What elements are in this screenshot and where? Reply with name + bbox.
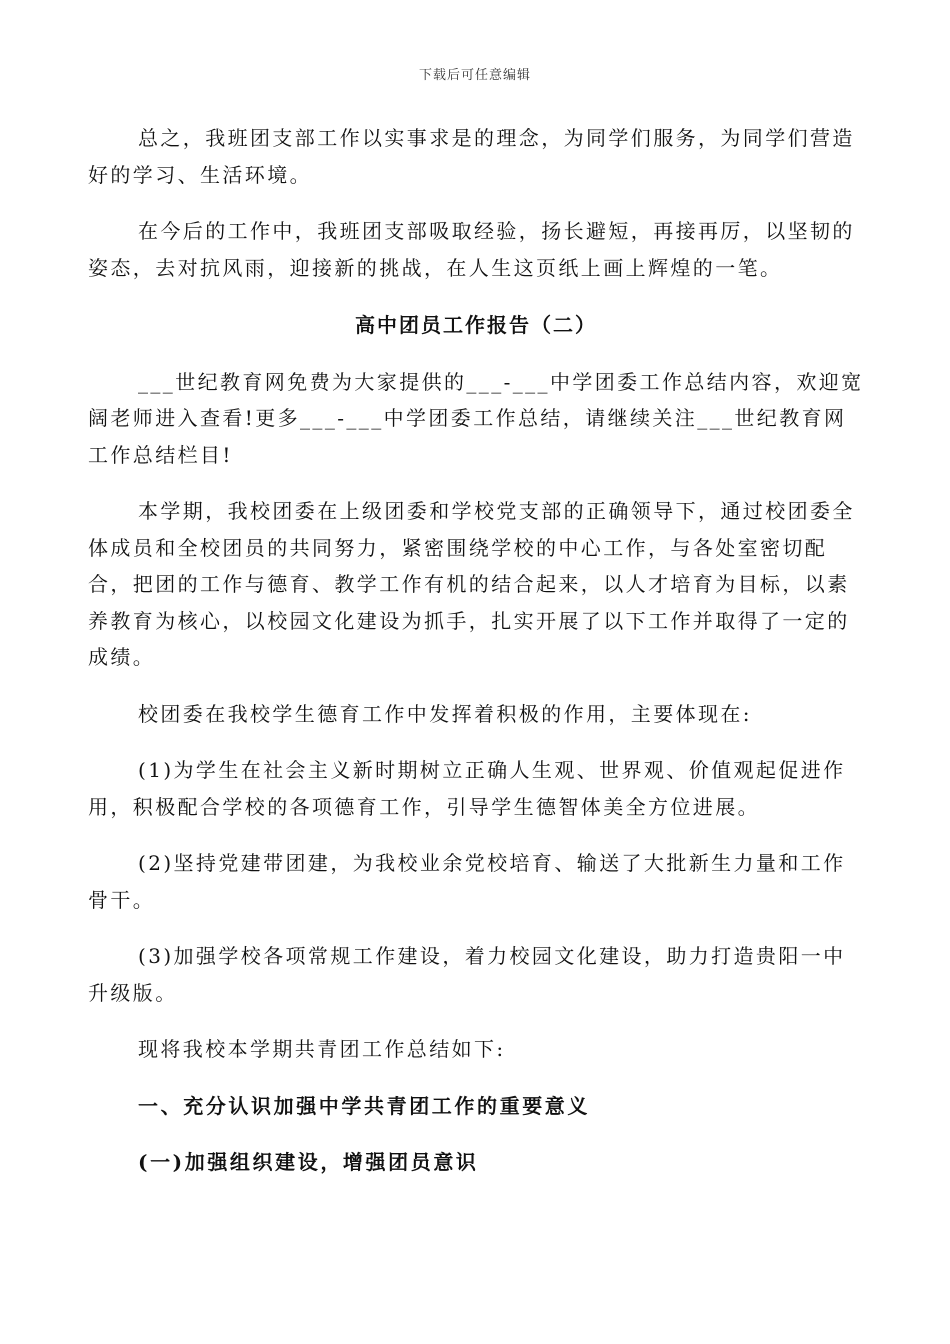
paragraph-conclusion: 总之，我班团支部工作以实事求是的理念，为同学们服务，为同学们营造好的学习、生活环境。: [88, 126, 855, 187]
heading-section-1: 一、充分认识加强中学共青团工作的重要意义: [138, 1093, 590, 1118]
paragraph-role: 校团委在我校学生德育工作中发挥着积极的作用，主要体现在:: [138, 701, 752, 726]
paragraph-semester-summary: 本学期，我校团委在上级团委和学校党支部的正确领导下，通过校团委全体成员和全校团员的共同努力，紧密围绕学校的中心工作，与各处室密切配合，把团的工作与德育、教学工作有机的结合起来，以人才培育为目标，以素养教育为核心，以校园文化建设为抓手，扎实开展了以下工作并取得了一定的成绩。: [88, 499, 855, 669]
page-header: 下载后可任意编辑: [418, 68, 531, 83]
paragraph-item-1: (1)为学生在社会主义新时期树立正确人生观、世界观、价值观起促进作用，积极配合学校的各项德育工作，引导学生德智体美全方位进展。: [88, 758, 846, 819]
paragraph-item-3: (3)加强学校各项常规工作建设，着力校园文化建设，助力打造贵阳一中升级版。: [88, 944, 846, 1005]
paragraph-summary-lead: 现将我校本学期共青团工作总结如下:: [138, 1037, 506, 1061]
paragraph-intro: ___世纪教育网免费为大家提供的___-___中学团委工作总结内容，欢迎宽阔老师进入查看!更多___-___中学团委工作总结，请继续关注___世纪教育网工作总结栏目!: [88, 369, 864, 467]
subheading-1: (一)加强组织建设，增强团员意识: [138, 1150, 479, 1174]
paragraph-future-work: 在今后的工作中，我班团支部吸取经验，扬长避短，再接再厉，以坚韧的姿态，去对抗风雨，迎接新的挑战，在人生这页纸上画上辉煌的一笔。: [88, 219, 855, 280]
paragraph-item-2: (2)坚持党建带团建，为我校业余党校培育、输送了大批新生力量和工作骨干。: [88, 851, 846, 912]
section-title: 高中团员工作报告（二）: [355, 313, 597, 337]
document-body: [88, 120, 864, 1181]
